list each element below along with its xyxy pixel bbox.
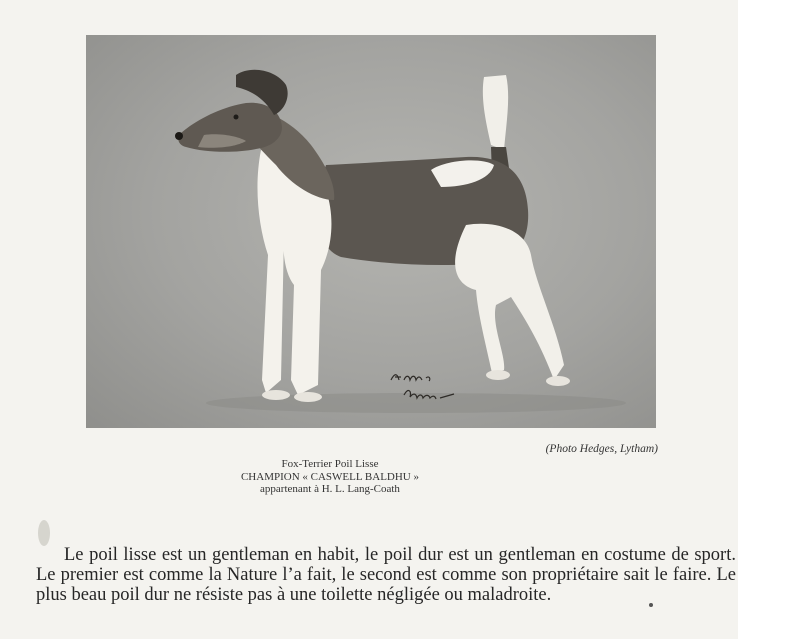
paper-blemish [649, 603, 653, 607]
caption-owner: appartenant à H. L. Lang-Coath [260, 483, 400, 495]
fox-terrier-illustration [86, 35, 656, 428]
paper-blemish [38, 520, 50, 546]
paragraph-text: Le poil lisse est un gentleman en habit, le poil dur est un gentleman en costume de sport. Le premier est comme la Nature l’a fait, le second est comme son propriétaire sait le faire. Le plus beau poil dur ne résiste pas à une toilette négligée ou maladroite. [36, 545, 736, 605]
photo-caption [180, 458, 480, 496]
caption-breed: Fox-Terrier Poil Lisse [281, 458, 379, 470]
photo-credit: (Photo Hedges, Lytham) [545, 443, 658, 455]
page-margin [738, 0, 800, 639]
body-paragraph [36, 545, 736, 605]
dog-photograph [86, 35, 656, 428]
caption-champion-name: CHAMPION « CASWELL BALDHU » [240, 470, 420, 483]
